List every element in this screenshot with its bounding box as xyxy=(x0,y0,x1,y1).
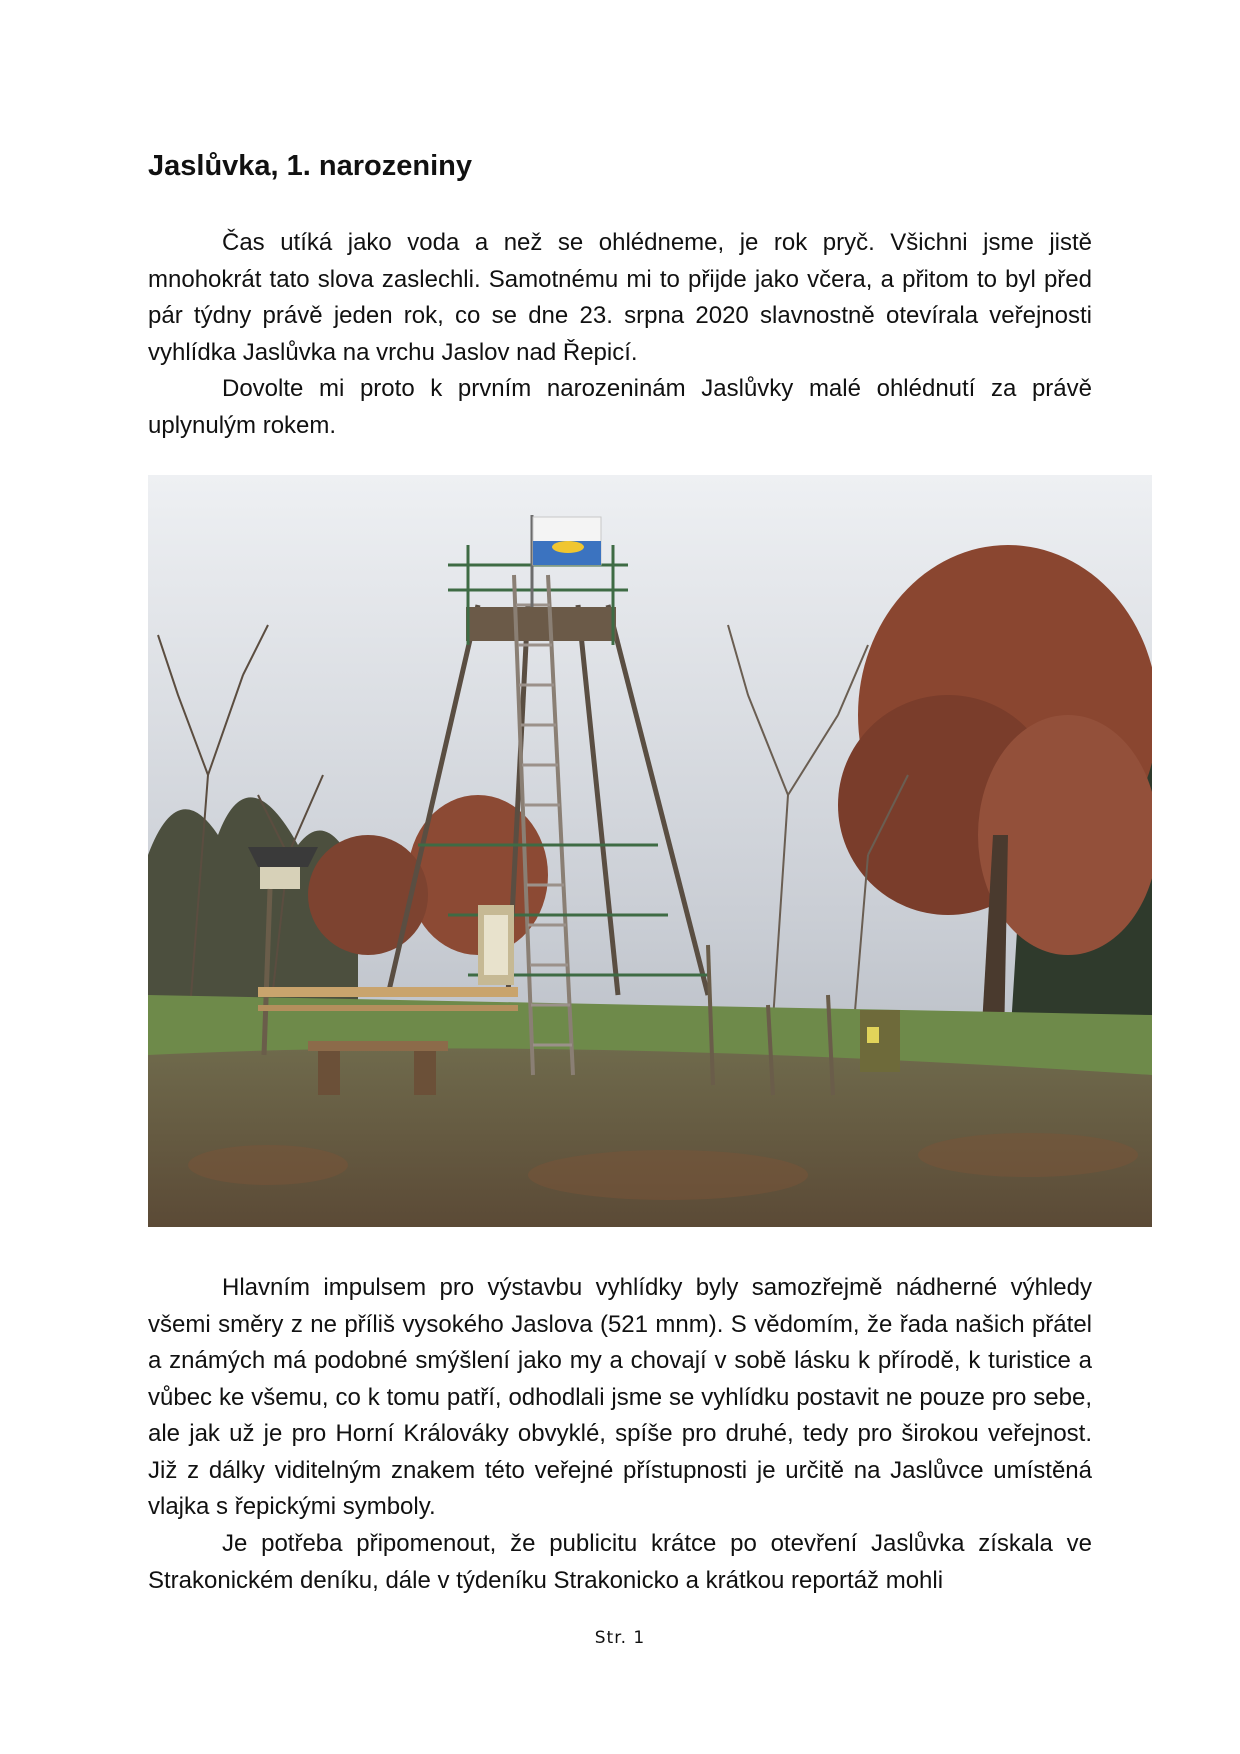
paragraph-birthday: Dovolte mi proto k prvním narozeninám Jaslůvky malé ohlédnutí za právě uplynulým rokem. xyxy=(148,375,1092,439)
lookout-tower-photo xyxy=(148,475,1152,1227)
page-number: Str. 1 xyxy=(594,1628,646,1648)
page-title: Jaslůvka, 1. narozeniny xyxy=(148,150,472,182)
paragraph-impulse: Hlavním impulsem pro výstavbu vyhlídky byly samozřejmě nádherné výhledy všemi směry z ne příliš vysokého Jaslova (521 mnm). S vědomím, že řada našich přátel a známých má podobné smýšlení jako my a chovají v sobě lásku k přírodě, k turistice a vůbec ke všemu, co k tomu patří, odhodlali jsme se vyhlídku postavit ne pouze pro sebe, ale jak už je pro Horní Králováky obvyklé, spíše pro druhé, tedy pro širokou veřejnost. Již z dálky viditelným znakem této veřejné přístupnosti je určitě na Jaslůvce umístěná vlajka s řepickými symboly. xyxy=(148,1274,1092,1520)
paragraph-intro: Čas utíká jako voda a než se ohlédneme, je rok pryč. Všichni jsme jistě mnohokrát tato slova zaslechli. Samotnému mi to přijde jako včera, a přitom to byl před pár týdny právě jeden rok, co se dne 23. srpna 2020 slavnostně otevírala veřejnosti vyhlídka Jaslůvka na vrchu Jaslov nad Řepicí. xyxy=(148,229,1092,366)
paragraph-publicity: Je potřeba připomenout, že publicitu krátce po otevření Jaslůvka získala ve Strakonickém deníku, dále v týdeníku Strakonicko a krátkou reportáž mohli xyxy=(148,1530,1092,1594)
